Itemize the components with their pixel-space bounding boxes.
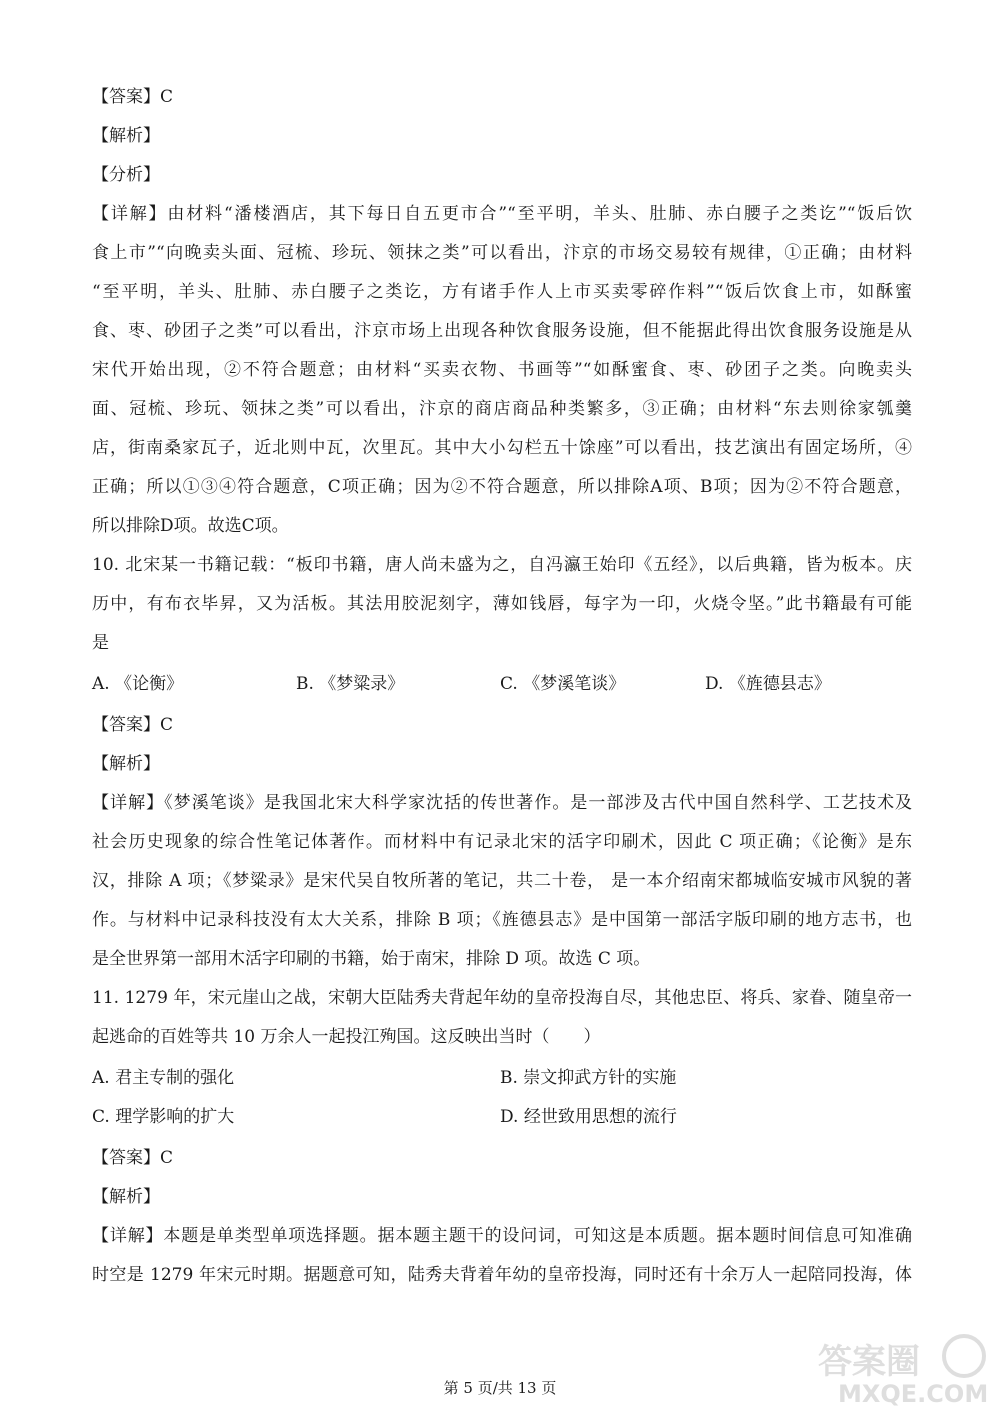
page-footer: 第 5 页/共 13 页	[443, 1379, 557, 1397]
q10-detail-line: 是全世界第一部用木活字印刷的书籍，始于南宋，排除 D 项。故选 C 项。	[92, 949, 651, 969]
q11-stem-line: 起逃命的百姓等共 10 万余人一起投江殉国。这反映出当时（ ）	[92, 1027, 601, 1047]
q9-jiexi-label: 【解析】	[92, 126, 160, 146]
q11-answer: 【答案】C	[92, 1148, 174, 1168]
q10-jiexi-label: 【解析】	[92, 754, 160, 774]
q9-detail-line: 面、冠梳、珍玩、领抹之类”可以看出，汴京的商店商品种类繁多，③正确；由材料“东去则徐家瓠羹	[92, 399, 912, 419]
q10-detail-line: 汉，排除 A 项；《梦粱录》是宋代吴自牧所著的笔记，共二十卷， 是一本介绍南宋都城临安城市风貌的著	[92, 871, 912, 891]
q10-detail-line: 社会历史现象的综合性笔记体著作。而材料中有记录北宋的活字印刷术，因此 C 项正确；《论衡》是东	[92, 832, 912, 852]
q10-stem-line: 是	[92, 633, 109, 653]
q11-stem-line: 11. 1279 年，宋元崖山之战，宋朝大臣陆秀夫背起年幼的皇帝投海自尽，其他忠臣、将兵、家眷、随皇帝一	[92, 988, 912, 1008]
q9-detail-line: 所以排除D项。故选C项。	[92, 516, 289, 536]
q11-option-b: B. 崇文抑武方针的实施	[500, 1068, 677, 1088]
watermark-domain: MXQE.COM	[838, 1380, 989, 1408]
q10-option-b: B. 《梦粱录》	[296, 674, 405, 694]
q11-option-c: C. 理学影响的扩大	[92, 1107, 235, 1127]
q10-detail-line: 【详解】《梦溪笔谈》是我国北宋大科学家沈括的传世著作。是一部涉及古代中国自然科学、工艺技术及	[92, 793, 912, 813]
q9-detail-line: 宋代开始出现，②不符合题意；由材料“买卖衣物、书画等”“如酥蜜食、枣、砂团子之类。向晚卖头	[92, 360, 912, 380]
q10-option-d: D. 《旌德县志》	[705, 674, 831, 694]
watermark-brand: 答案圈	[818, 1342, 920, 1382]
q10-answer: 【答案】C	[92, 715, 174, 735]
q9-detail-line: 【详解】由材料“潘楼酒店，其下每日自五更市合”“至平明，羊头、肚肺、赤白腰子之类讫”“饭后饮	[92, 204, 912, 224]
q11-detail-line: 时空是 1279 年宋元时期。据题意可知，陆秀夫背着年幼的皇帝投海，同时还有十余万人一起陪同投海，体	[92, 1265, 912, 1285]
q10-option-a: A. 《论衡》	[92, 674, 184, 694]
q11-jiexi-label: 【解析】	[92, 1187, 160, 1207]
q9-detail-line: 正确；所以①③④符合题意，C项正确；因为②不符合题意，所以排除A项、B项；因为②不符合题意，	[92, 477, 912, 497]
q11-detail-line: 【详解】本题是单类型单项选择题。据本题主题干的设问词，可知这是本质题。据本题时间信息可知准确	[92, 1226, 912, 1246]
q9-detail-line: 食、枣、砂团子之类”可以看出，汴京市场上出现各种饮食服务设施，但不能据此得出饮食服务设施是从	[92, 321, 912, 341]
q9-detail-line: 食上市”“向晚卖头面、冠梳、珍玩、领抹之类”可以看出，汴京的市场交易较有规律，①正确；由材料	[92, 243, 912, 263]
q9-answer: 【答案】C	[92, 87, 174, 107]
q9-fenxi-label: 【分析】	[92, 165, 160, 185]
q9-detail-line: “至平明，羊头、肚肺、赤白腰子之类讫，方有诸手作人上市买卖零碎作料”“饭后饮食上市，如酥蜜	[92, 282, 912, 302]
watermark-logo	[798, 1332, 994, 1412]
q9-detail-line: 店，街南桑家瓦子，近北则中瓦，次里瓦。其中大小勾栏五十馀座”可以看出，技艺演出有固定场所，④	[92, 438, 912, 458]
q10-stem-line: 历中，有布衣毕昇，又为活板。其法用胶泥刻字，薄如钱唇，每字为一印，火烧令坚。”此书籍最有可能	[92, 594, 912, 614]
q11-option-d: D. 经世致用思想的流行	[500, 1107, 677, 1127]
q10-option-c: C. 《梦溪笔谈》	[500, 674, 626, 694]
q11-option-a: A. 君主专制的强化	[92, 1068, 235, 1088]
q10-detail-line: 作。与材料中记录科技没有太大关系，排除 B 项；《旌德县志》是中国第一部活字版印刷的地方志书，也	[92, 910, 912, 930]
q10-stem-line: 10. 北宋某一书籍记载：“板印书籍，唐人尚未盛为之，自冯瀛王始印《五经》，以后典籍，皆为板本。庆	[92, 555, 912, 575]
